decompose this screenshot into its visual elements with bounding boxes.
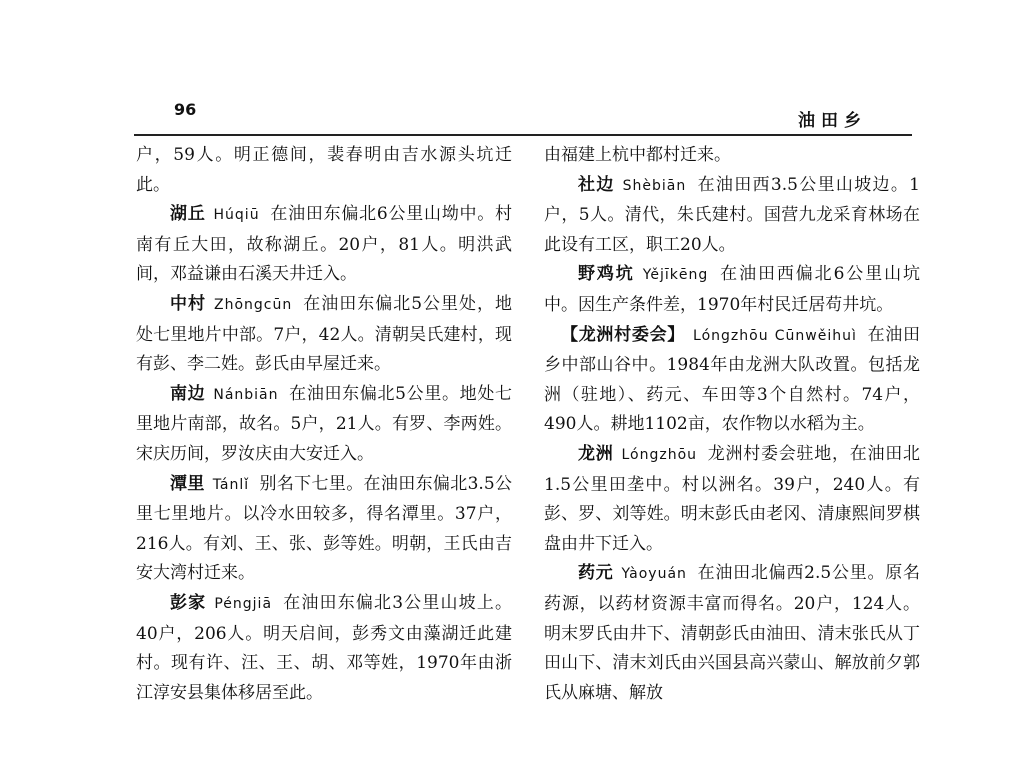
place-pinyin: Péngjiā xyxy=(214,595,273,612)
committee-name: 【龙洲村委会】 xyxy=(561,324,686,345)
place-pinyin: Zhōngcūn xyxy=(214,296,293,313)
entry-text: 在油田西3.5公里山坡边。1户，5人。清代，朱氏建村。国营九龙采育林场在此设有工区，职工20人。 xyxy=(544,174,921,255)
place-pinyin: Nánbiān xyxy=(213,386,279,403)
place-pinyin: Tánlǐ xyxy=(212,476,250,493)
gazetteer-entry xyxy=(544,559,920,708)
place-name: 龙洲 xyxy=(578,443,614,464)
place-name: 药元 xyxy=(578,563,614,584)
entry-text: 在油田乡中部山谷中。1984年由龙洲大队改置。包括龙洲（驻地）、药元、车田等3个自然村。74户，490人。耕地1102亩，农作物以水稻为主。 xyxy=(544,324,921,435)
entry-text: 龙洲村委会驻地，在油田北1.5公里田垄中。村以洲名。39户，240人。有彭、罗、刘等姓。明末彭氏由老冈、清康熙间罗棋盘由井下迁入。 xyxy=(544,443,921,554)
place-name: 南边 xyxy=(170,383,206,404)
place-pinyin: Lóngzhōu xyxy=(621,446,698,463)
committee-entry xyxy=(544,321,920,440)
place-pinyin: Yàoyuán xyxy=(621,566,687,583)
place-name: 彭家 xyxy=(170,592,207,613)
left-column xyxy=(136,141,512,708)
right-column xyxy=(544,141,920,708)
place-name: 潭里 xyxy=(170,473,205,494)
entry-text: 在油田东偏北5公里处，地处七里地片中部。7户，42人。清朝吴氏建村，现有彭、李二姓。彭氏由早屋迁来。 xyxy=(136,293,512,375)
gazetteer-entry xyxy=(136,200,512,290)
place-name: 野鸡坑 xyxy=(578,264,635,285)
gazetteer-entry xyxy=(544,171,920,261)
paragraph-text: 户，59人。明正德间，裴春明由吉水源头坑迁此。 xyxy=(136,145,512,195)
entry-text: 在油田东偏北6公里山坳中。村南有丘大田，故称湖丘。20户，81人。明洪武间，邓益谦由石溪天井迁入。 xyxy=(136,204,512,285)
place-name: 中村 xyxy=(170,293,206,314)
gazetteer-entry xyxy=(136,470,512,589)
gazetteer-entry xyxy=(544,260,920,320)
entry-text: 在油田北偏西2.5公里。原名药源，以药材资源丰富而得名。20户，124人。明末罗氏由井下、清朝彭氏由油田、清末张氏从丁田山下、清末刘氏由兴国县高兴蒙山、解放前夕郭氏从麻塘、解放 xyxy=(544,563,920,703)
continuation-paragraph xyxy=(544,141,920,171)
place-name: 湖丘 xyxy=(170,204,206,225)
entry-text: 别名下七里。在油田东偏北3.5公里七里地片。以冷水田较多，得名潭里。37户，216人。有刘、王、张、彭等姓。明朝，王氏由吉安大湾村迁来。 xyxy=(136,473,512,584)
header-rule xyxy=(134,134,912,136)
place-pinyin: Shèbiān xyxy=(622,177,687,194)
paragraph-text: 由福建上杭中都村迁来。 xyxy=(544,145,731,165)
entry-text: 在油田东偏北3公里山坡上。40户，206人。明天启间，彭秀文由藻湖迁此建村。现有许、汪、王、胡、邓等姓，1970年由浙江淳安县集体移居至此。 xyxy=(136,592,512,703)
committee-pinyin: Lóngzhōu Cūnwěihuì xyxy=(693,327,857,344)
gazetteer-entry xyxy=(544,440,920,559)
entry-text: 在油田西偏北6公里山坑中。因生产条件差，1970年村民迁居苟井坑。 xyxy=(544,264,920,315)
place-name: 社边 xyxy=(578,174,615,195)
continuation-paragraph xyxy=(136,141,512,200)
page-number: 96 xyxy=(174,100,197,119)
running-header: 油田乡 xyxy=(798,111,867,131)
place-pinyin: Húqiū xyxy=(213,207,260,224)
gazetteer-entry xyxy=(136,589,512,708)
gazetteer-entry xyxy=(136,290,512,380)
place-pinyin: Yějīkēng xyxy=(642,267,709,284)
gazetteer-entry xyxy=(136,380,512,470)
entry-text: 在油田东偏北5公里。地处七里地片南部，故名。5户，21人。有罗、李两姓。宋庆历间，罗汝庆由大安迁入。 xyxy=(136,383,512,464)
